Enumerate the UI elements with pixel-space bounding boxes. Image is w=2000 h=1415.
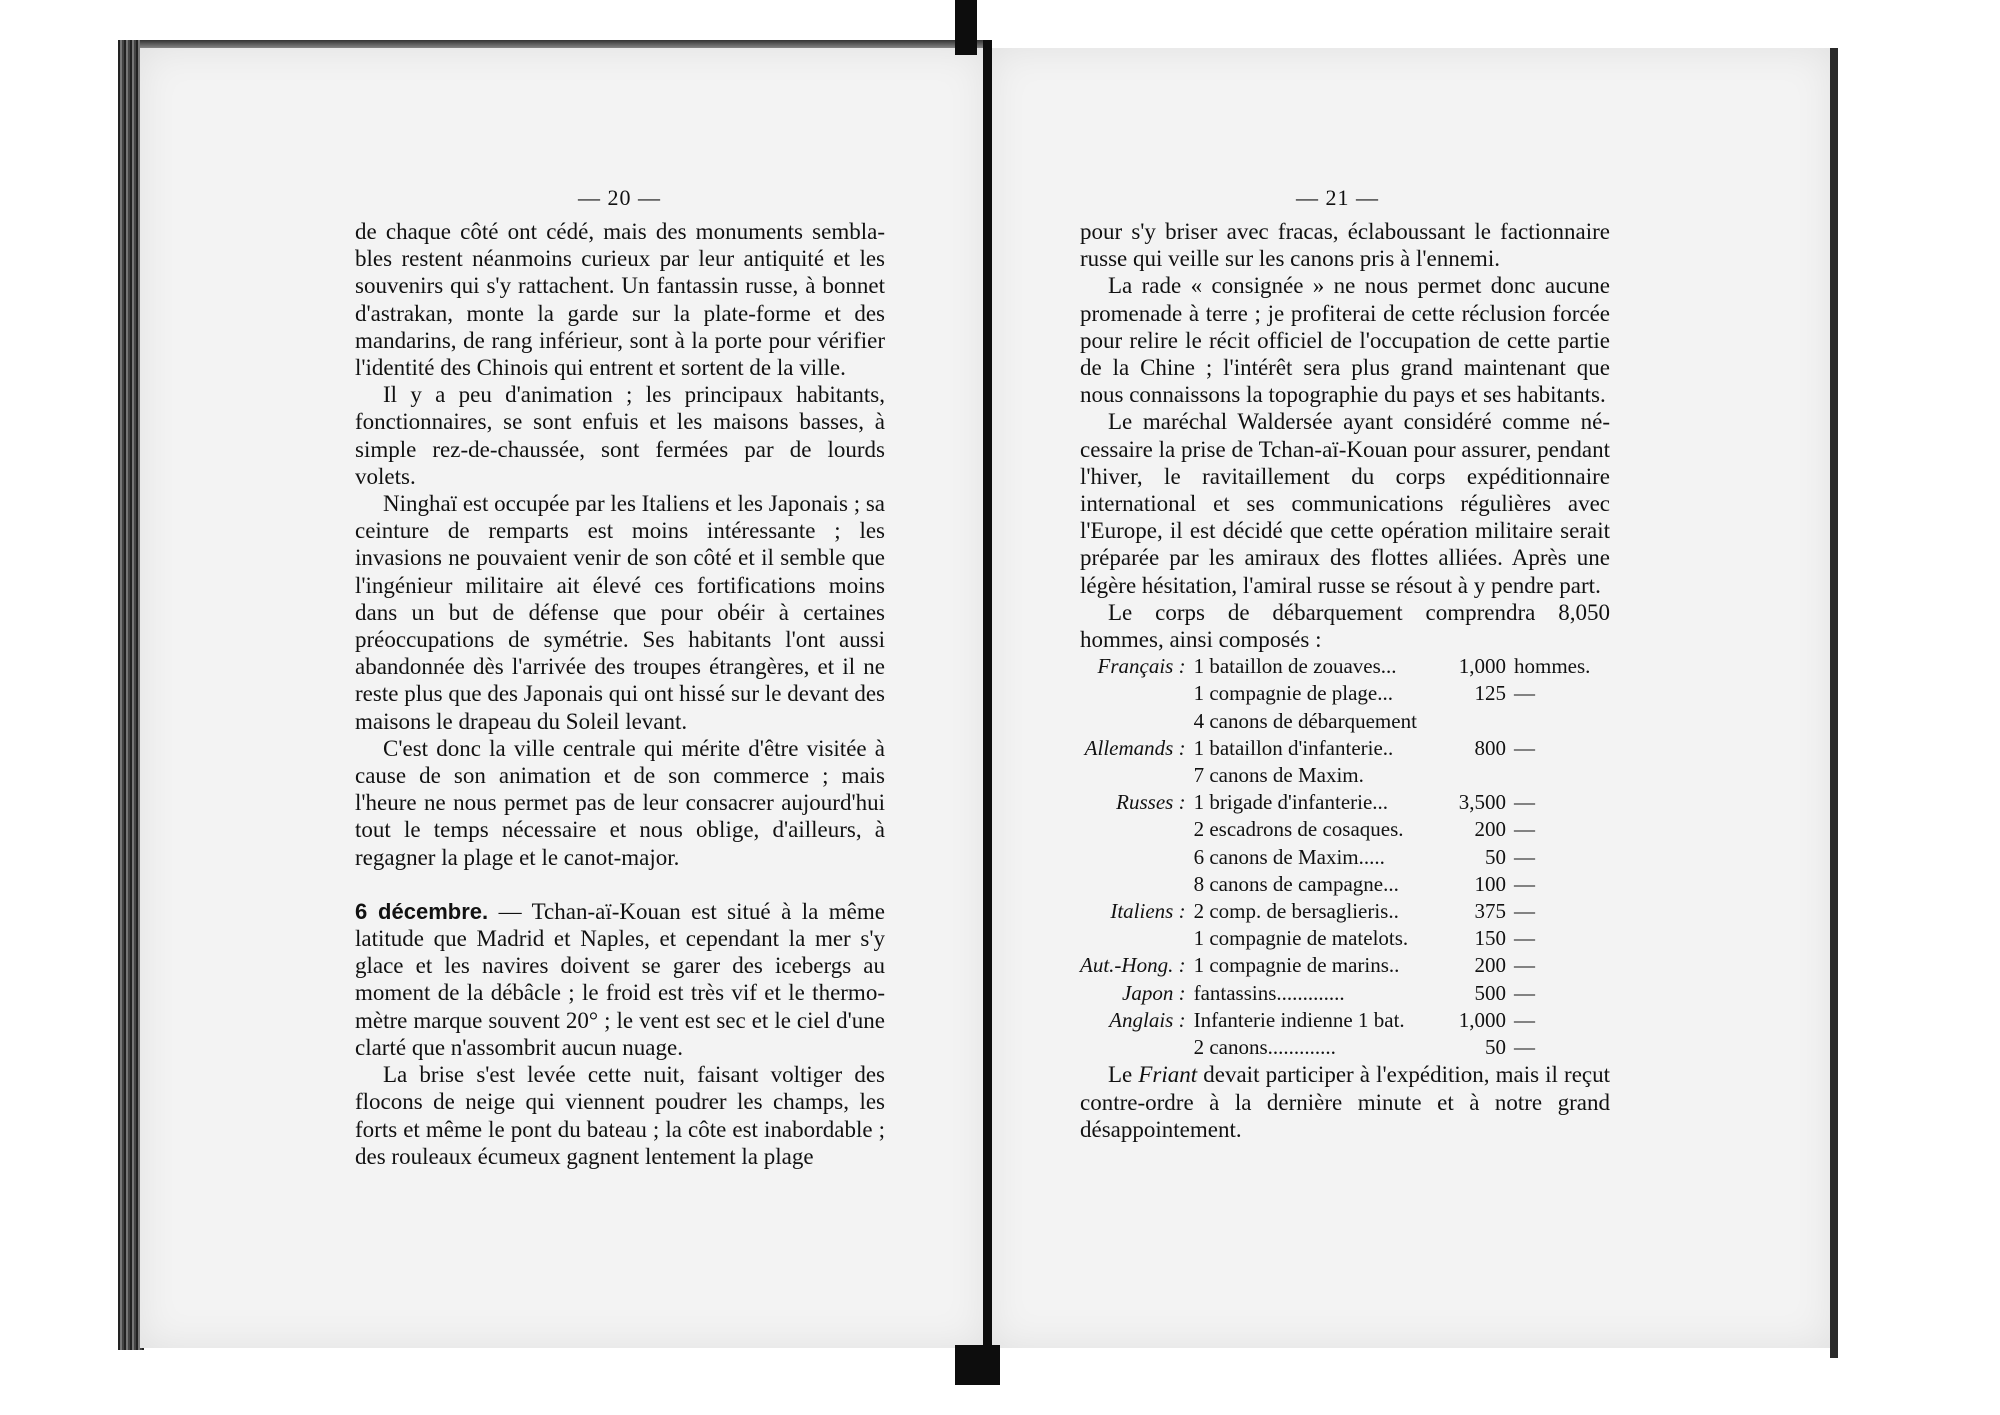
troop-count: 150 (1474, 926, 1506, 951)
troop-nation (1080, 844, 1192, 871)
left-page-text (355, 218, 885, 1170)
troop-unit: 6 canons de Maxim..... (1193, 844, 1385, 869)
book-spine (983, 40, 992, 1375)
paragraph: La rade « consignée » ne nous permet donc aucune promenade à terre ; je profiterai de cette réclusion forcée pour relire le récit officiel de l'occupation de cette partie de la Chine ; l'intérêt sera plus grand maintenant que nous connaissons la topographie du pays et ses habitants. (1080, 273, 1610, 408)
dated-paragraph (355, 898, 885, 1061)
troop-nation (1080, 762, 1192, 789)
troop-count: 500 (1474, 980, 1506, 1005)
troop-unit: 4 canons de débarquement (1193, 708, 1417, 733)
troop-count: 1,000 (1458, 1007, 1506, 1032)
troop-suffix: — (1514, 871, 1535, 896)
final-pre: Le (1108, 1062, 1139, 1088)
spine-top (955, 0, 977, 55)
troop-unit: 8 canons de campagne... (1193, 871, 1399, 896)
troop-unit: 7 canons de Maxim. (1193, 763, 1364, 788)
troop-count: 1,000 (1458, 654, 1506, 679)
final-post: devait participer à l'expédition, mais il reçut contre-ordre à la dernière minute et à notre grand désappointement. (1080, 1062, 1610, 1142)
paragraph: Il y a peu d'animation ; les principaux habitants, fonctionnaires, se sont enfuis et les maisons basses, à simple rez-de-chaussée, sont fermées par de lourds volets. (355, 382, 885, 489)
troop-nation: Italiens : (1110, 899, 1186, 924)
troop-row (1080, 708, 1610, 735)
troop-count (1446, 708, 1506, 735)
troop-suffix: — (1514, 790, 1535, 815)
troop-row (1080, 1034, 1610, 1061)
troop-suffix: — (1514, 844, 1535, 869)
troop-unit: 1 compagnie de plage... (1193, 681, 1394, 706)
paragraph-final (1080, 1061, 1610, 1143)
troop-row (1080, 762, 1610, 789)
troop-nation: Français : (1097, 654, 1186, 679)
troop-nation (1080, 680, 1192, 707)
troop-suffix: — (1514, 1035, 1535, 1060)
troop-count: 375 (1474, 899, 1506, 924)
troop-suffix: — (1514, 980, 1535, 1005)
troop-row (1080, 816, 1610, 843)
troop-count (1446, 762, 1506, 789)
paragraph: Le maréchal Waldersée ayant considéré comme nécessaire la prise de Tchan-aï-Kouan pour assurer, pendant l'hiver, le ravitaillement du corps expéditionnaire international et ses communications régulières avec l'Europe, il est décidé que cette opération militaire serait préparée par les amiraux des flottes alliées. Après une légère hésitation, l'amiral russe se résout à y pendre part. (1080, 409, 1610, 598)
page-number-left: — 20 — (578, 185, 661, 210)
ship-name: Friant (1138, 1062, 1198, 1088)
troop-row (1080, 925, 1610, 952)
troop-nation (1080, 871, 1192, 898)
troop-row (1080, 898, 1610, 925)
troop-count: 125 (1474, 681, 1506, 706)
troop-unit: 1 brigade d'infanterie... (1193, 790, 1389, 815)
troop-suffix (1506, 762, 1610, 789)
troop-unit: 1 compagnie de matelots. (1193, 926, 1409, 951)
troop-table (1080, 653, 1610, 1061)
date-paragraph-text: — Tchan-aï-Kouan est situé à la même latitude que Madrid et Naples, et cependant la mer s'y glace et les navires doivent se garer des icebergs au moment de la débâcle ; le froid est très vif et le thermomètre marque souvent 20° ; le vent est sec et le ciel d'une clarté que n'assombrit aucun nuage. (355, 898, 885, 1060)
troop-nation: Aut.-Hong. : (1080, 953, 1186, 978)
right-page-text (1080, 218, 1610, 1143)
troop-unit: 2 canons............. (1193, 1035, 1336, 1060)
troop-nation: Russes : (1116, 790, 1186, 815)
troop-nation (1080, 816, 1192, 843)
paragraph: La brise s'est levée cette nuit, faisant voltiger des flocons de neige qui viennent poudrer les champs, les forts et même le pont du bateau ; la côte est inabordable ; des rouleaux écumeux gagnent lentement la plage (355, 1062, 885, 1169)
page-number-right: — 21 — (1296, 185, 1379, 210)
troop-suffix: — (1514, 817, 1535, 842)
date-heading: 6 décembre. (355, 898, 489, 924)
troop-suffix: — (1514, 899, 1535, 924)
troop-suffix: — (1514, 953, 1535, 978)
troop-nation (1080, 708, 1192, 735)
troop-unit: 2 escadrons de cosaques. (1193, 817, 1404, 842)
troop-unit: fantassins............. (1193, 980, 1345, 1005)
paragraph: Ninghaï est occupée par les Italiens et les Japonais ; sa ceinture de remparts est moins intéressante ; les invasions ne pouvaient venir de son côté et il semble que l'ingénieur militaire ait élevé ces fortifications moins dans un but de défense que pour obéir à certaines préoccupations de symétrie. Ses habitants l'ont aussi abandonnée dès l'arrivée des troupes étrangères, et il ne reste plus que des Japonais qui ont hissé sur le devant des maisons le drapeau du Soleil levant. (355, 491, 886, 734)
troop-nation: Japon : (1122, 980, 1186, 1005)
troop-row (1080, 844, 1610, 871)
troop-count: 800 (1474, 735, 1506, 760)
troop-unit: 2 comp. de bersaglieris.. (1193, 899, 1399, 924)
troop-nation (1080, 1034, 1192, 1061)
troop-suffix: hommes. (1514, 654, 1591, 679)
troop-count: 200 (1474, 953, 1506, 978)
paragraph: pour s'y briser avec fracas, éclaboussant le factionnaire russe qui veille sur les canons pris à l'ennemi. (1080, 219, 1610, 272)
troop-suffix (1506, 708, 1610, 735)
troop-count: 100 (1474, 871, 1506, 896)
troop-nation: Anglais : (1109, 1007, 1186, 1032)
troop-suffix: — (1514, 735, 1535, 760)
spine-bottom (955, 1345, 1000, 1385)
troop-row (1080, 871, 1610, 898)
troop-row (1080, 653, 1610, 680)
troop-count: 50 (1485, 844, 1506, 869)
troop-suffix: — (1514, 926, 1535, 951)
troop-unit: 1 bataillon de zouaves... (1193, 654, 1397, 679)
paragraph: C'est donc la ville centrale qui mérite d'être visitée à cause de son animation et de son commerce ; mais l'heure ne nous permet pas de leur consacrer aujourd'hui tout le temps nécessaire et nous oblige, d'ailleurs, à regagner la plage et le canot-major. (355, 735, 885, 870)
troop-suffix: — (1514, 1007, 1535, 1032)
troop-nation (1080, 925, 1192, 952)
troop-suffix: — (1514, 681, 1535, 706)
troop-count: 50 (1485, 1035, 1506, 1060)
troop-count: 3,500 (1458, 790, 1506, 815)
troop-row (1080, 735, 1610, 762)
troop-row (1080, 680, 1610, 707)
troop-row (1080, 1007, 1610, 1034)
troop-unit: Infanterie indienne 1 bat. (1193, 1007, 1405, 1032)
spacer (355, 871, 885, 898)
paragraph: de chaque côté ont cédé, mais des monuments semblables restent néanmoins curieux par leur antiquité et les souvenirs qui s'y rattachent. Un fantassin russe, à bonnet d'astrakan, monte la garde sur la plate-forme et des mandarins, de rang inférieur, sont à la porte pour vérifier l'identité des Chinois qui entrent et sortent de la ville. (355, 219, 885, 381)
troop-unit: 1 compagnie de marins.. (1193, 953, 1400, 978)
troop-count: 200 (1474, 817, 1506, 842)
troop-row (1080, 789, 1610, 816)
page-edge-right (1830, 48, 1838, 1358)
troop-nation: Allemands : (1084, 735, 1186, 760)
troop-row (1080, 980, 1610, 1007)
paragraph: Le corps de débarquement comprendra 8,050 hommes, ainsi composés : (1080, 599, 1610, 653)
troop-row (1080, 952, 1610, 979)
troop-unit: 1 bataillon d'infanterie.. (1193, 735, 1394, 760)
